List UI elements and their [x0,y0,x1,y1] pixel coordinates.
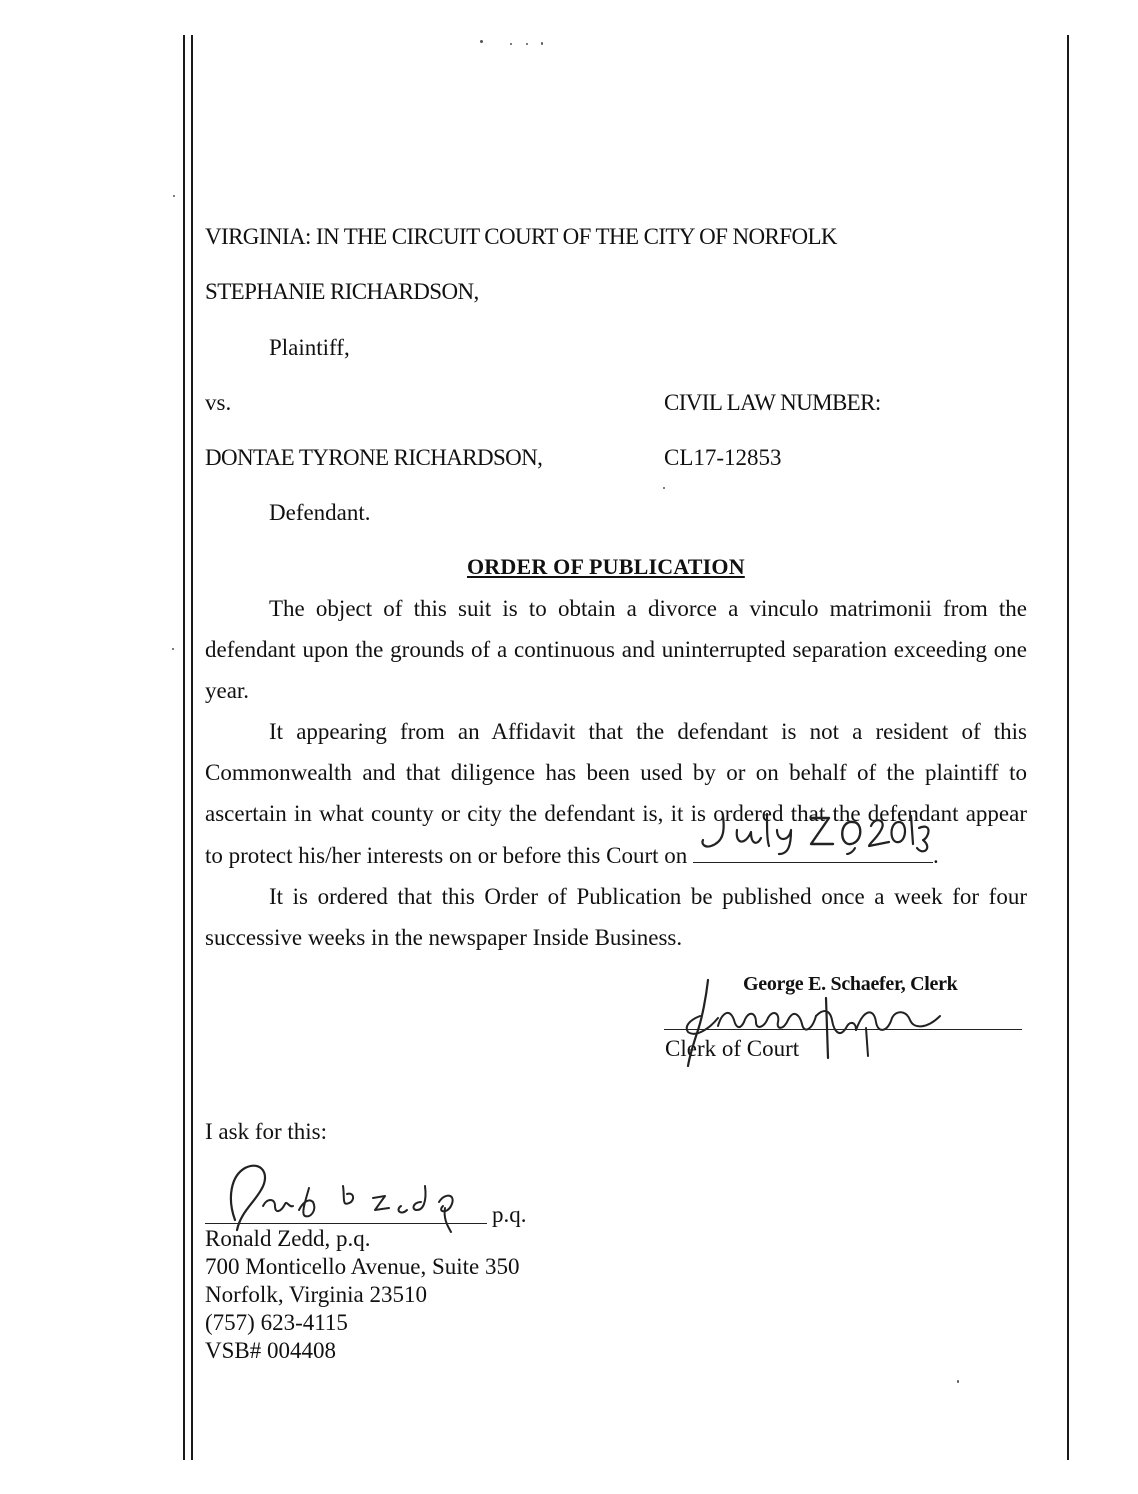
versus-label: vs. [205,390,232,415]
order-title: ORDER OF PUBLICATION [467,554,745,579]
case-number-label: CIVIL LAW NUMBER: [664,390,881,415]
attorney-signature-line [205,1223,487,1224]
paragraph-affidavit [205,711,1027,876]
paragraph-affidavit-end: . [933,843,939,868]
attorney-address-line1: 700 Monticello Avenue, Suite 350 [205,1254,520,1279]
plaintiff-name: STEPHANIE RICHARDSON, [205,279,479,304]
defendant-name: DONTAE TYRONE RICHARDSON, [205,445,543,470]
scan-speck [480,40,483,43]
scan-speck [510,43,512,45]
pq-suffix: p.q. [492,1202,527,1227]
ask-for-this: I ask for this: [205,1119,328,1144]
attorney-address-line2: Norfolk, Virginia 23510 [205,1282,428,1307]
clerk-of-court-label: Clerk of Court [665,1036,800,1061]
court-heading: VIRGINIA: IN THE CIRCUIT COURT OF THE CITY OF NORFOLK [205,224,837,249]
scan-speck [526,43,528,45]
scan-speck [173,195,175,197]
attorney-name: Ronald Zedd, p.q. [205,1226,371,1251]
scan-speck [957,1380,959,1383]
paragraph-publication: It is ordered that this Order of Publication be published once a week for four successive weeks in the newspaper Inside Business. [205,884,1027,950]
attorney-address-block [205,1225,520,1365]
plaintiff-role: Plaintiff, [269,335,350,360]
paragraph-affidavit-text: It appearing from an Affidavit that the defendant is not a resident of this Commonwealth and that diligence has been used by or on behalf of the plaintiff to ascertain in what county or city the defendant is, it is ordered that the defendant appear to protect his/her interests on or before this Court on [205,719,1027,868]
attorney-phone: (757) 623-4115 [205,1310,348,1335]
scan-speck [541,42,543,45]
scan-speck [172,648,174,650]
right-margin-rule [1067,35,1069,1460]
clerk-stamp: George E. Schaefer, Clerk [743,973,958,995]
clerk-signature [660,968,960,1078]
left-margin-rule-outer [183,35,185,1460]
left-margin-rule-inner [191,35,193,1460]
case-number: CL17-12853 [664,445,782,470]
paragraph-object-of-suit: The object of this suit is to obtain a divorce a vinculo matrimonii from the defendant upon the grounds of a continuous and uninterrupted separation exceeding one year. [205,596,1027,703]
defendant-role: Defendant. [269,500,371,525]
attorney-vsb: VSB# 004408 [205,1338,336,1363]
scan-speck [663,487,665,489]
handwritten-hearing-date [693,834,933,863]
